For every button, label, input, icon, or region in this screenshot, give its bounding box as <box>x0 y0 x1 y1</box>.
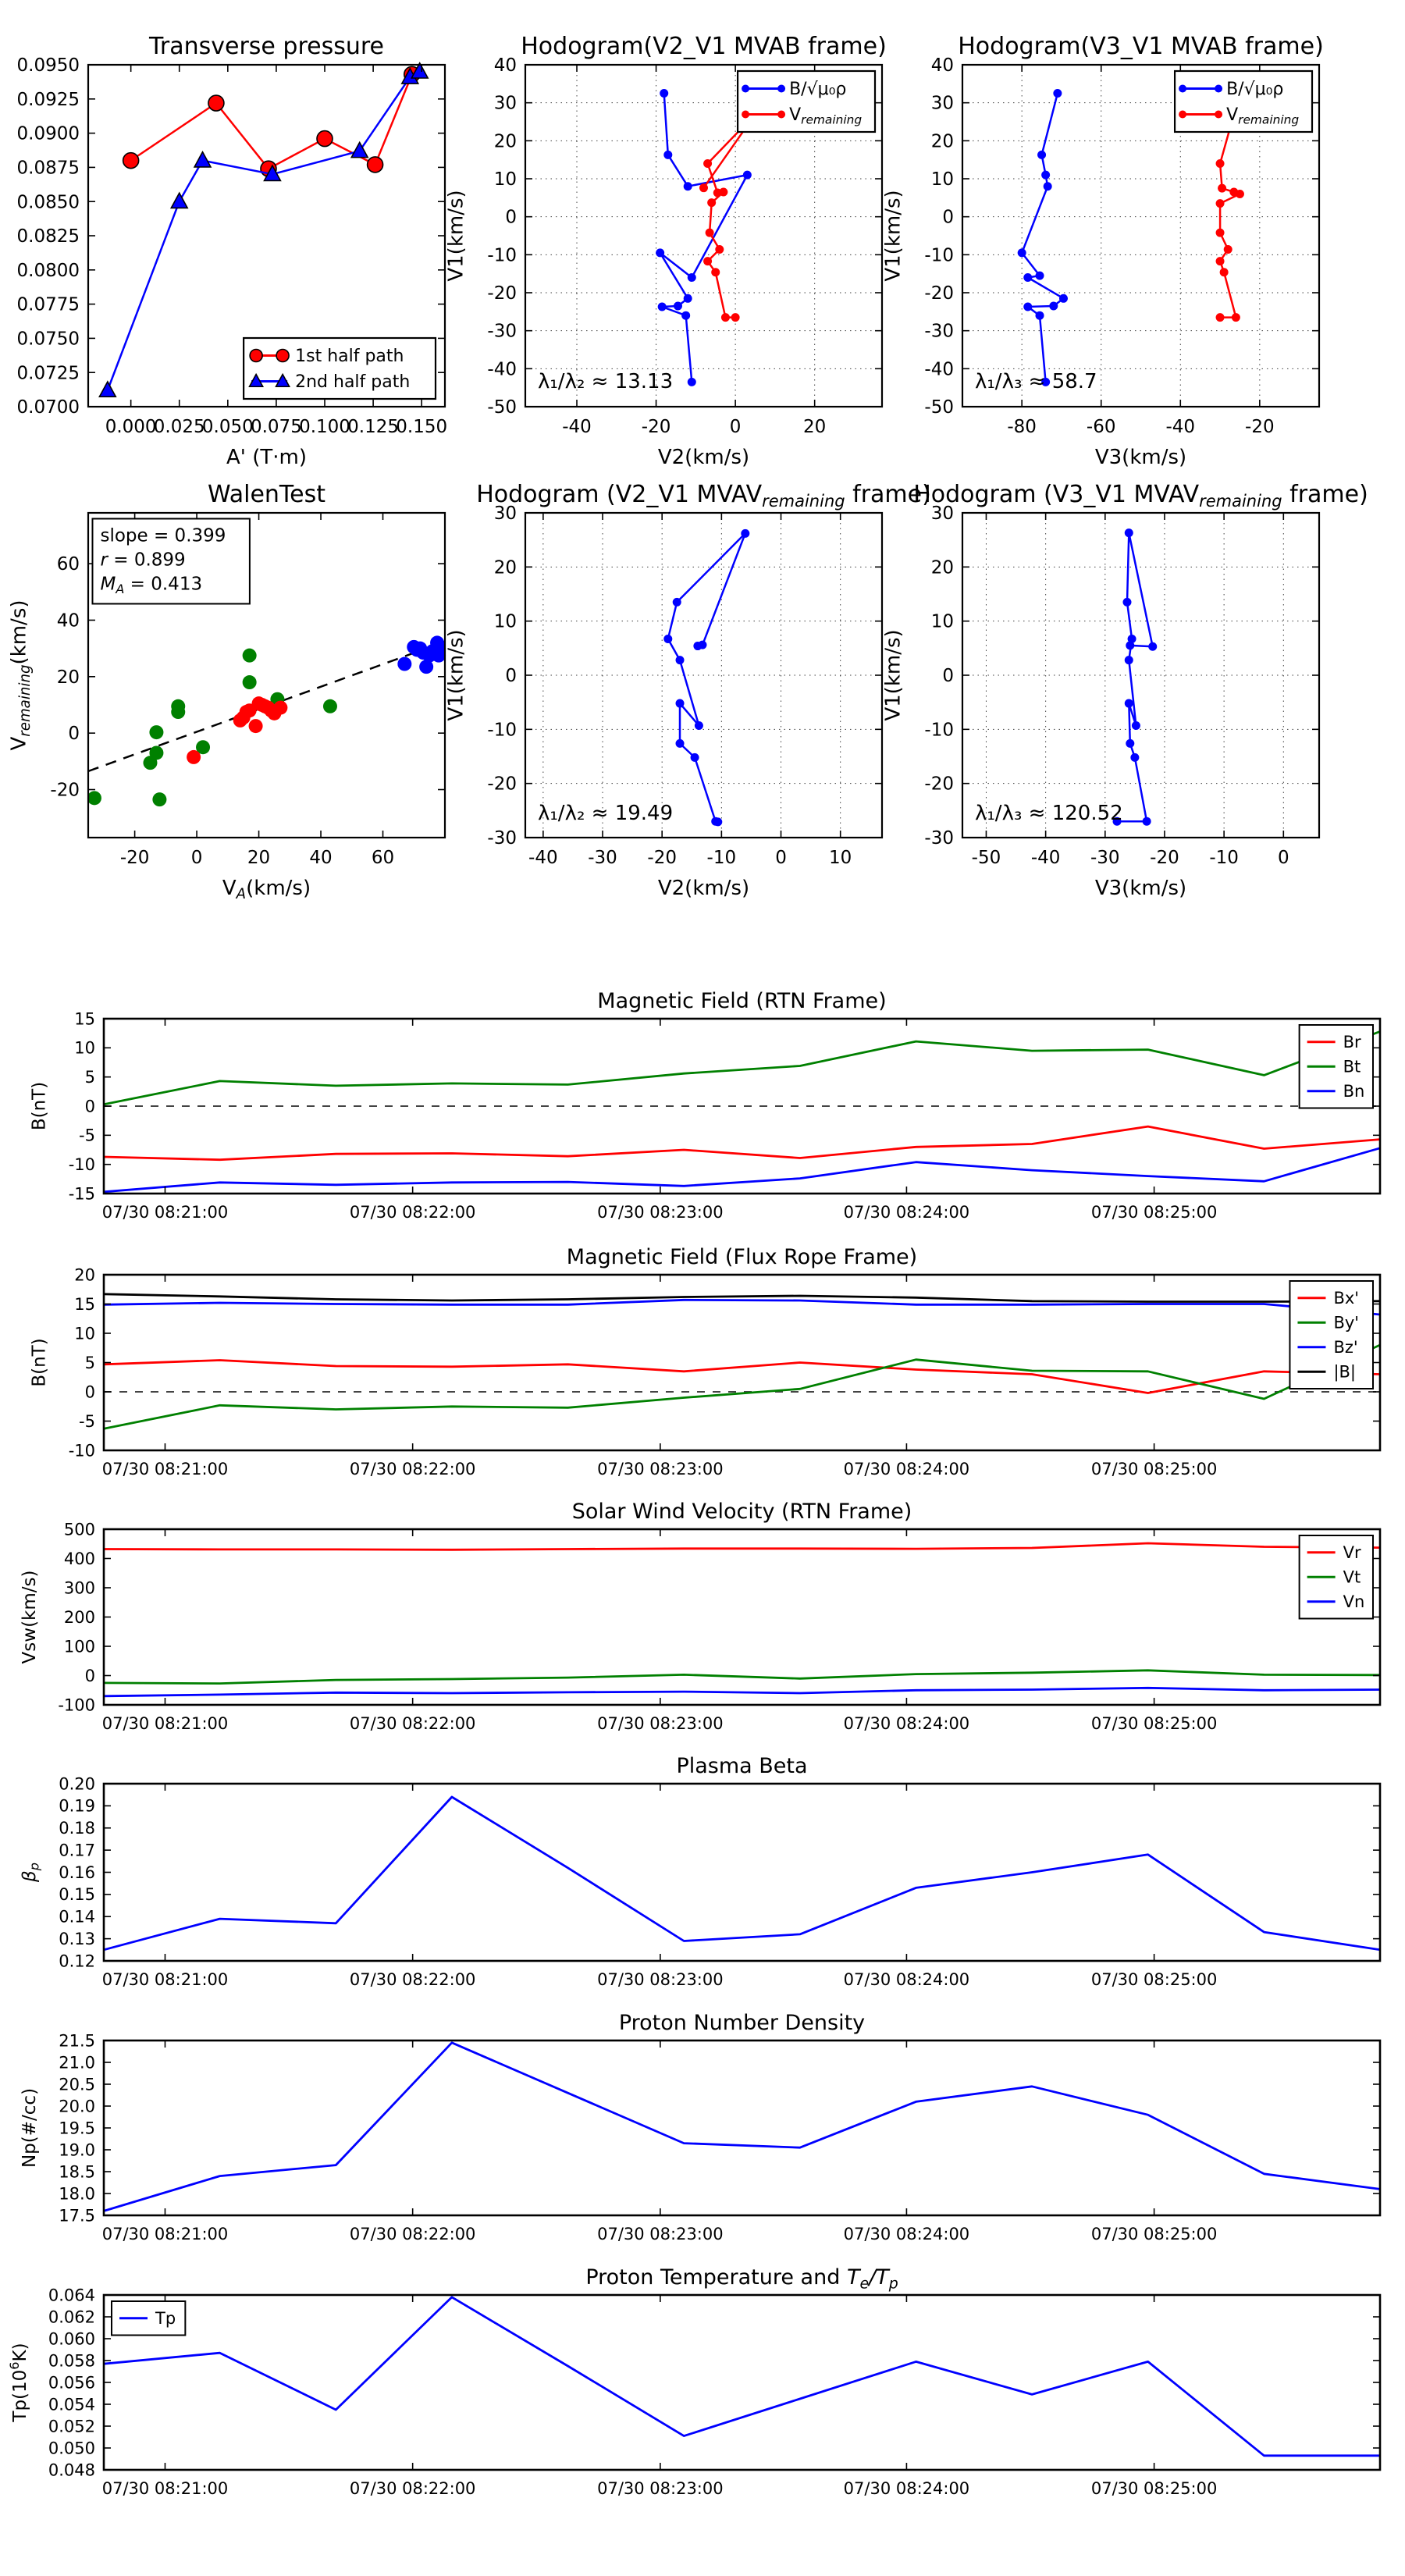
svg-text:07/30 08:23:00: 07/30 08:23:00 <box>597 1460 724 1478</box>
svg-text:-30: -30 <box>924 828 954 849</box>
svg-text:40: 40 <box>930 55 954 76</box>
svg-text:10: 10 <box>74 1324 95 1343</box>
svg-text:0: 0 <box>68 724 80 745</box>
svg-text:0.0775: 0.0775 <box>16 294 80 315</box>
svg-text:07/30 08:23:00: 07/30 08:23:00 <box>597 2479 724 2498</box>
svg-text:Vn: Vn <box>1343 1592 1365 1612</box>
svg-text:07/30 08:25:00: 07/30 08:25:00 <box>1090 1714 1218 1733</box>
svg-text:0.058: 0.058 <box>48 2351 95 2371</box>
svg-text:0: 0 <box>1277 848 1289 868</box>
svg-text:V1(km/s): V1(km/s) <box>444 190 468 282</box>
svg-text:Transverse pressure: Transverse pressure <box>148 33 385 60</box>
svg-text:-20: -20 <box>924 774 954 795</box>
svg-text:-15: -15 <box>68 1184 95 1204</box>
svg-text:Proton Temperature and Te/Tp: Proton Temperature and $T_e/T_p$ <box>585 2265 898 2293</box>
svg-text:Vr: Vr <box>1343 1543 1361 1563</box>
svg-text:0.0950: 0.0950 <box>16 55 80 76</box>
plot-transverse-pressure <box>16 33 448 469</box>
svg-text:07/30 08:25:00: 07/30 08:25:00 <box>1090 1203 1218 1222</box>
svg-text:-10: -10 <box>1209 848 1239 868</box>
svg-text:07/30 08:21:00: 07/30 08:21:00 <box>101 2225 229 2243</box>
svg-text:07/30 08:21:00: 07/30 08:21:00 <box>101 1970 229 1989</box>
svg-text:0.054: 0.054 <box>48 2395 95 2414</box>
svg-text:Vremaining: $V_{remaining}$ <box>1226 105 1300 127</box>
svg-text:20: 20 <box>247 848 271 868</box>
svg-text:500: 500 <box>63 1520 95 1539</box>
svg-text:07/30 08:24:00: 07/30 08:24:00 <box>843 2479 970 2498</box>
svg-text:07/30 08:23:00: 07/30 08:23:00 <box>597 2225 724 2243</box>
svg-text:07/30 08:24:00: 07/30 08:24:00 <box>843 1460 970 1478</box>
svg-text:0.0700: 0.0700 <box>16 397 80 418</box>
svg-text:-50: -50 <box>487 397 517 418</box>
svg-text:Tp(106K): $Tp(10^6K)$ <box>7 2343 30 2422</box>
plot-proton-density <box>20 2011 1380 2243</box>
svg-text:0: 0 <box>190 848 203 868</box>
svg-text:07/30 08:24:00: 07/30 08:24:00 <box>843 1203 970 1222</box>
svg-text:Magnetic Field (RTN Frame): Magnetic Field (RTN Frame) <box>597 989 887 1013</box>
svg-text:30: 30 <box>930 503 954 525</box>
svg-text:300: 300 <box>63 1578 95 1598</box>
svg-text:0.13: 0.13 <box>59 1929 95 1948</box>
svg-text:0.0850: 0.0850 <box>16 192 80 213</box>
svg-text:0.12: 0.12 <box>59 1952 95 1971</box>
svg-text:-30: -30 <box>487 321 517 342</box>
svg-text:0.060: 0.060 <box>48 2329 95 2349</box>
svg-text:B(nT): B(nT) <box>29 1081 50 1131</box>
svg-text:19.5: 19.5 <box>59 2119 95 2138</box>
svg-text:07/30 08:21:00: 07/30 08:21:00 <box>101 1203 229 1222</box>
svg-text:20.5: 20.5 <box>59 2075 95 2094</box>
svg-text:V2(km/s): V2(km/s) <box>657 877 750 900</box>
svg-text:-20: -20 <box>487 774 517 795</box>
svg-text:-20: -20 <box>1245 417 1275 437</box>
svg-text:-10: -10 <box>487 245 517 266</box>
svg-text:07/30 08:22:00: 07/30 08:22:00 <box>349 1460 476 1478</box>
svg-text:0.18: 0.18 <box>59 1819 95 1838</box>
svg-text:-10: -10 <box>706 848 737 868</box>
plot-magnetic-field-flux-rope <box>29 1245 1380 1478</box>
svg-text:Vremaining(km/s): $V_{remaining}(km/s)$ <box>7 600 34 751</box>
svg-text:0.125: 0.125 <box>347 417 400 437</box>
svg-text:0.15: 0.15 <box>59 1885 95 1905</box>
svg-text:-40: -40 <box>1030 848 1061 868</box>
svg-text:0.0800: 0.0800 <box>16 260 80 281</box>
svg-text:Bn: Bn <box>1343 1082 1365 1101</box>
svg-text:18.0: 18.0 <box>59 2184 95 2204</box>
svg-text:-20: -20 <box>119 848 150 868</box>
plot-hodogram-v3v1-mvav <box>881 481 1368 900</box>
svg-text:-20: -20 <box>50 780 80 801</box>
svg-text:20.0: 20.0 <box>59 2097 95 2116</box>
svg-text:B(nT): B(nT) <box>29 1338 50 1387</box>
svg-text:2nd half path: 2nd half path <box>295 372 411 393</box>
svg-text:40: 40 <box>309 848 333 868</box>
svg-text:0.0925: 0.0925 <box>16 89 80 110</box>
svg-text:0: 0 <box>84 1382 95 1402</box>
svg-text:0: 0 <box>942 666 954 687</box>
svg-text:07/30 08:25:00: 07/30 08:25:00 <box>1090 2225 1218 2243</box>
svg-text:-10: -10 <box>68 1441 95 1461</box>
svg-text:WalenTest: WalenTest <box>207 481 326 508</box>
svg-text:07/30 08:21:00: 07/30 08:21:00 <box>101 1460 229 1478</box>
svg-text:Hodogram(V3_V1 MVAB frame): Hodogram(V3_V1 MVAB frame) <box>958 33 1324 60</box>
svg-text:Bz': Bz' <box>1333 1338 1358 1357</box>
svg-text:07/30 08:22:00: 07/30 08:22:00 <box>349 1970 476 1989</box>
svg-text:0.048: 0.048 <box>48 2460 95 2480</box>
svg-text:λ₁/λ₂ ≈ 13.13: λ₁/λ₂ ≈ 13.13 <box>538 369 674 393</box>
svg-text:-5: -5 <box>79 1126 95 1145</box>
svg-text:VA(km/s): $V_A(km/s)$ <box>222 877 311 903</box>
svg-text:0.0900: 0.0900 <box>16 123 80 144</box>
svg-text:V3(km/s): V3(km/s) <box>1094 446 1187 469</box>
svg-text:30: 30 <box>930 93 954 114</box>
svg-text:0.17: 0.17 <box>59 1841 95 1860</box>
svg-text:0.050: 0.050 <box>48 2439 95 2458</box>
svg-text:5: 5 <box>84 1353 95 1372</box>
svg-text:0: 0 <box>84 1666 95 1685</box>
svg-text:20: 20 <box>493 557 517 578</box>
svg-text:30: 30 <box>493 503 517 525</box>
svg-text:Vt: Vt <box>1343 1567 1361 1587</box>
svg-text:400: 400 <box>63 1549 95 1568</box>
svg-text:15: 15 <box>74 1009 95 1029</box>
svg-text:-30: -30 <box>487 828 517 849</box>
svg-text:-40: -40 <box>924 359 954 380</box>
svg-text:200: 200 <box>63 1607 95 1627</box>
svg-text:19.0: 19.0 <box>59 2140 95 2160</box>
svg-text:10: 10 <box>930 169 954 190</box>
svg-text:0.19: 0.19 <box>59 1796 95 1816</box>
svg-text:-20: -20 <box>487 283 517 304</box>
svg-text:18.5: 18.5 <box>59 2162 95 2182</box>
svg-text:|B|: |B| <box>1333 1362 1357 1382</box>
svg-text:-10: -10 <box>924 245 954 266</box>
plot-walen-test <box>7 481 445 903</box>
svg-text:-20: -20 <box>924 283 954 304</box>
svg-text:0.052: 0.052 <box>48 2417 95 2436</box>
svg-text:1st half path: 1st half path <box>295 347 404 367</box>
svg-text:07/30 08:22:00: 07/30 08:22:00 <box>349 1714 476 1733</box>
plot-hodogram-v3v1-mvab <box>881 33 1324 469</box>
svg-text:V3(km/s): V3(km/s) <box>1094 877 1187 900</box>
svg-text:-30: -30 <box>924 321 954 342</box>
svg-text:Hodogram(V2_V1 MVAB frame): Hodogram(V2_V1 MVAB frame) <box>521 33 887 60</box>
svg-text:15: 15 <box>74 1294 95 1314</box>
svg-text:0.16: 0.16 <box>59 1863 95 1882</box>
svg-text:-20: -20 <box>641 417 671 437</box>
svg-text:40: 40 <box>493 55 517 76</box>
svg-text:-50: -50 <box>924 397 954 418</box>
svg-text:60: 60 <box>371 848 395 868</box>
svg-text:30: 30 <box>493 93 517 114</box>
svg-text:0.062: 0.062 <box>48 2307 95 2327</box>
svg-text:07/30 08:25:00: 07/30 08:25:00 <box>1090 1460 1218 1478</box>
svg-text:-40: -40 <box>562 417 592 437</box>
svg-text:07/30 08:21:00: 07/30 08:21:00 <box>101 1714 229 1733</box>
svg-text:-5: -5 <box>79 1411 95 1431</box>
svg-text:-60: -60 <box>1086 417 1116 437</box>
svg-text:20: 20 <box>74 1265 95 1285</box>
svg-text:17.5: 17.5 <box>59 2206 95 2226</box>
svg-text:20: 20 <box>930 131 954 152</box>
svg-text:Br: Br <box>1343 1033 1361 1052</box>
svg-text:0.0825: 0.0825 <box>16 226 80 247</box>
svg-text:-10: -10 <box>487 720 517 741</box>
svg-text:0: 0 <box>729 417 742 437</box>
svg-text:07/30 08:24:00: 07/30 08:24:00 <box>843 2225 970 2243</box>
svg-text:07/30 08:23:00: 07/30 08:23:00 <box>597 1970 724 1989</box>
svg-text:60: 60 <box>56 554 80 575</box>
svg-text:0: 0 <box>505 666 517 687</box>
svg-text:0.100: 0.100 <box>299 417 350 437</box>
svg-text:0: 0 <box>505 207 517 228</box>
svg-text:Bt: Bt <box>1343 1057 1361 1076</box>
plot-solar-wind-velocity <box>20 1500 1380 1733</box>
svg-text:Tp: Tp <box>155 2309 176 2329</box>
svg-text:βp: βp <box>20 1863 42 1882</box>
plot-magnetic-field-rtn <box>29 989 1380 1222</box>
svg-text:10: 10 <box>493 611 517 632</box>
svg-text:07/30 08:25:00: 07/30 08:25:00 <box>1090 1970 1218 1989</box>
svg-text:40: 40 <box>56 610 80 632</box>
svg-text:0: 0 <box>84 1097 95 1116</box>
svg-text:V1(km/s): V1(km/s) <box>444 629 468 721</box>
svg-text:07/30 08:24:00: 07/30 08:24:00 <box>843 1970 970 1989</box>
svg-text:Magnetic Field (Flux Rope Fram: Magnetic Field (Flux Rope Frame) <box>566 1245 918 1269</box>
svg-text:10: 10 <box>74 1038 95 1058</box>
svg-text:07/30 08:22:00: 07/30 08:22:00 <box>349 2225 476 2243</box>
svg-text:B/√μ₀ρ: B/√μ₀ρ <box>1226 80 1284 100</box>
svg-text:20: 20 <box>493 131 517 152</box>
svg-text:07/30 08:22:00: 07/30 08:22:00 <box>349 1203 476 1222</box>
svg-text:A' (T·m): A' (T·m) <box>226 446 307 469</box>
svg-text:Np(#/cc): Np(#/cc) <box>20 2087 41 2169</box>
svg-text:-40: -40 <box>1165 417 1196 437</box>
svg-text:0.14: 0.14 <box>59 1907 95 1927</box>
svg-text:07/30 08:25:00: 07/30 08:25:00 <box>1090 2479 1218 2498</box>
svg-text:10: 10 <box>829 848 852 868</box>
plot-plasma-beta <box>20 1754 1380 1989</box>
svg-text:20: 20 <box>930 557 954 578</box>
svg-text:Vremaining: $V_{remaining}$ <box>789 105 863 127</box>
svg-text:0.0725: 0.0725 <box>16 363 80 384</box>
svg-text:λ₁/λ₃ ≈ 58.7: λ₁/λ₃ ≈ 58.7 <box>975 369 1097 393</box>
svg-text:0.0750: 0.0750 <box>16 329 80 350</box>
svg-text:07/30 08:23:00: 07/30 08:23:00 <box>597 1714 724 1733</box>
svg-text:-30: -30 <box>588 848 617 868</box>
plot-proton-temperature <box>7 2265 1380 2498</box>
svg-text:Vsw(km/s): Vsw(km/s) <box>20 1570 41 1664</box>
svg-text:V1(km/s): V1(km/s) <box>881 629 905 721</box>
svg-text:r = 0.899: r = 0.899 <box>100 550 186 571</box>
svg-text:Hodogram (V2_V1 MVAVremaining: Hodogram (V2_V1 $MVAV_{remaining}$ frame) <box>476 481 931 511</box>
svg-text:21.5: 21.5 <box>59 2031 95 2051</box>
svg-text:100: 100 <box>63 1637 95 1656</box>
svg-text:07/30 08:21:00: 07/30 08:21:00 <box>101 2479 229 2498</box>
svg-text:Solar Wind Velocity (RTN Frame: Solar Wind Velocity (RTN Frame) <box>571 1500 912 1524</box>
plot-hodogram-v2v1-mvab <box>444 33 887 469</box>
svg-text:-40: -40 <box>528 848 558 868</box>
svg-text:Proton Number Density: Proton Number Density <box>618 2011 866 2035</box>
plot-hodogram-v2v1-mvav <box>444 481 931 900</box>
svg-text:10: 10 <box>493 169 517 190</box>
svg-text:MA = 0.413: MA = 0.413 <box>100 574 203 596</box>
svg-text:-30: -30 <box>1090 848 1120 868</box>
svg-text:λ₁/λ₂ ≈ 19.49: λ₁/λ₂ ≈ 19.49 <box>538 802 674 826</box>
svg-text:-20: -20 <box>647 848 677 868</box>
svg-text:0.20: 0.20 <box>59 1774 95 1794</box>
svg-text:-40: -40 <box>487 359 517 380</box>
svg-text:By': By' <box>1333 1313 1360 1332</box>
svg-text:0.0875: 0.0875 <box>16 158 80 179</box>
svg-text:-80: -80 <box>1007 417 1037 437</box>
svg-text:-20: -20 <box>1150 848 1179 868</box>
svg-text:-10: -10 <box>924 720 954 741</box>
svg-text:-50: -50 <box>971 848 1001 868</box>
svg-text:Hodogram (V3_V1 MVAVremaining: Hodogram (V3_V1 $MVAV_{remaining}$ frame) <box>913 481 1368 511</box>
svg-text:07/30 08:22:00: 07/30 08:22:00 <box>349 2479 476 2498</box>
svg-text:B/√μ₀ρ: B/√μ₀ρ <box>789 80 847 100</box>
svg-text:Plasma Beta: Plasma Beta <box>676 1754 808 1778</box>
svg-text:0.150: 0.150 <box>396 417 448 437</box>
svg-text:21.0: 21.0 <box>59 2053 95 2073</box>
svg-text:0.000: 0.000 <box>105 417 157 437</box>
svg-text:10: 10 <box>930 611 954 632</box>
svg-text:-100: -100 <box>58 1695 95 1715</box>
svg-text:5: 5 <box>84 1068 95 1087</box>
svg-text:Bx': Bx' <box>1333 1289 1360 1308</box>
svg-text:0.056: 0.056 <box>48 2373 95 2393</box>
svg-text:λ₁/λ₃ ≈ 120.52: λ₁/λ₃ ≈ 120.52 <box>975 802 1123 826</box>
svg-text:0.025: 0.025 <box>153 417 205 437</box>
svg-text:V2(km/s): V2(km/s) <box>657 446 750 469</box>
svg-text:V1(km/s): V1(km/s) <box>881 190 905 282</box>
svg-text:0: 0 <box>942 207 954 228</box>
svg-text:20: 20 <box>56 667 80 688</box>
svg-text:0.050: 0.050 <box>201 417 254 437</box>
svg-text:0.075: 0.075 <box>250 417 302 437</box>
svg-text:20: 20 <box>803 417 827 437</box>
svg-text:0.064: 0.064 <box>48 2286 95 2305</box>
svg-text:0: 0 <box>775 848 787 868</box>
svg-text:slope = 0.399: slope = 0.399 <box>100 525 226 546</box>
svg-text:07/30 08:23:00: 07/30 08:23:00 <box>597 1203 724 1222</box>
svg-text:07/30 08:24:00: 07/30 08:24:00 <box>843 1714 970 1733</box>
svg-text:-10: -10 <box>68 1155 95 1175</box>
